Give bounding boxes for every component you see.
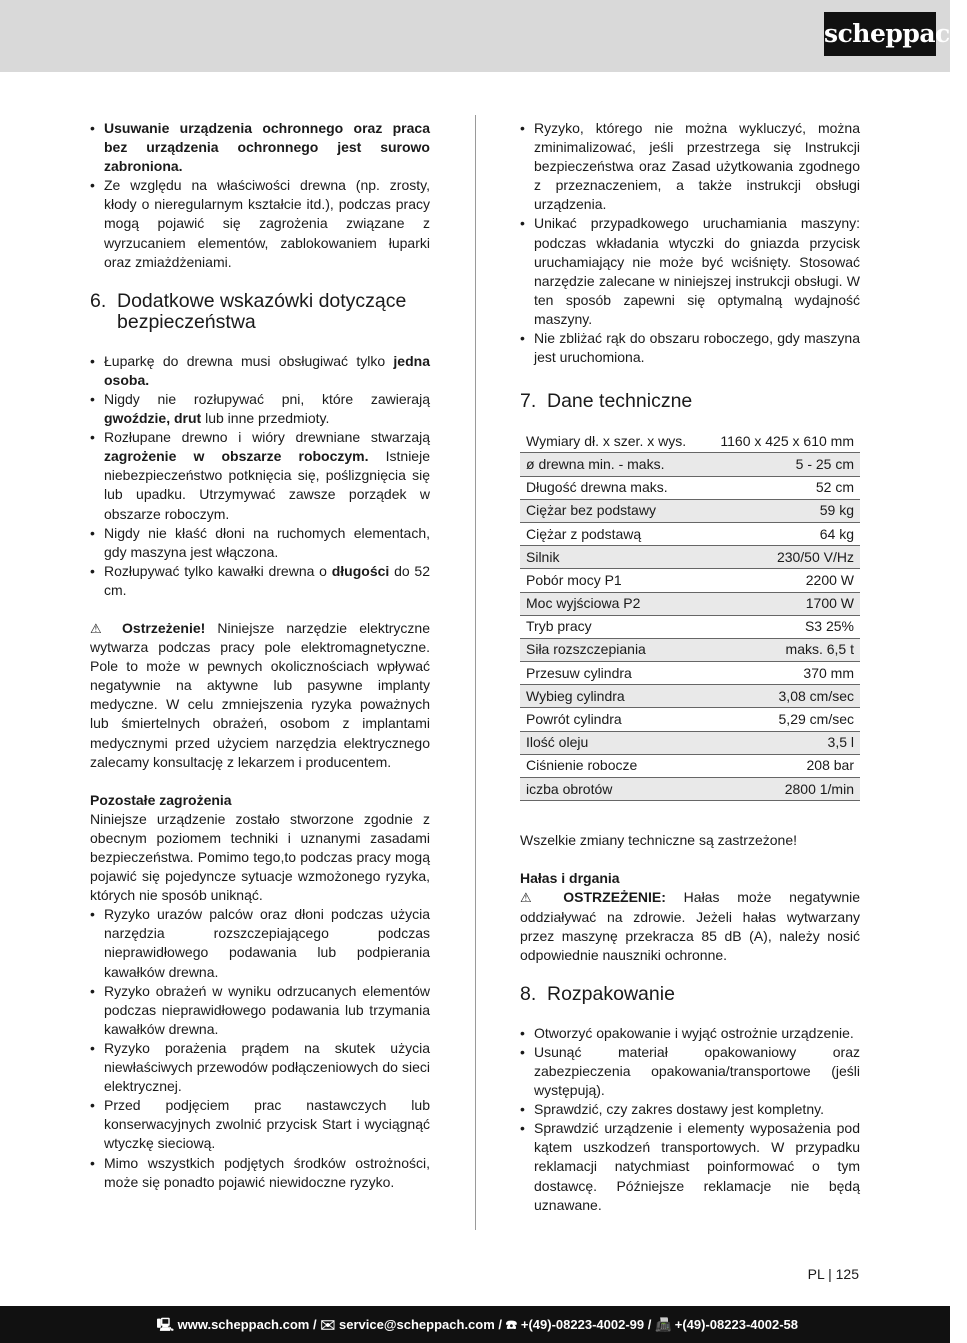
- table-row: [520, 499, 860, 522]
- spec-label: Ciężar bez podstawy: [520, 499, 704, 522]
- list-item: [90, 428, 430, 523]
- computer-icon: 🖳: [156, 1317, 174, 1332]
- list-text: do 52 cm.: [104, 562, 430, 598]
- table-row: [520, 615, 860, 638]
- list-item: [90, 562, 430, 600]
- spec-label: Powrót cylindra: [520, 708, 704, 731]
- list-item: • Ryzyko porażenia prądem na skutek użycia niewłaściwych przewodów podłączeniowych do sieci elektrycznej.: [90, 1039, 430, 1096]
- list-item: • Ryzyko urazów palców oraz dłoni podczas użycia narzędzia rozszczepiającego podczas nieprawidłowego podawania lub podpierania kawałków drewna.: [90, 905, 430, 981]
- spec-label: Pobór mocy P1: [520, 569, 704, 592]
- spec-value: 208 bar: [704, 754, 860, 777]
- list-item: • Mimo wszystkich podjętych środków ostrożności, może się ponadto pojawić niewidoczne ryzyko.: [90, 1154, 430, 1192]
- list-item: • Sprawdzić urządzenie i elementy wyposażenia pod kątem uszkodzeń transportowych. W przypadku reklamacji natychmiast poinformować o tym dostawcę. Późniejsze reklamacje nie będą uznawane.: [520, 1119, 860, 1214]
- spec-label: Moc wyjściowa P2: [520, 592, 704, 615]
- section-number: 8.: [520, 982, 537, 1005]
- list-item: [90, 176, 430, 271]
- table-row: [520, 546, 860, 569]
- list-text: Nigdy nie kłaść dłoni na ruchomych elementach, gdy maszyna jest włączona.: [104, 524, 430, 560]
- email-icon: ✉: [320, 1317, 336, 1332]
- technical-data-table: [520, 430, 860, 801]
- page-number-value: 125: [835, 1266, 859, 1282]
- list-item: • Ryzyko obrażeń w wyniku odrzucanych elementów podczas nieprawidłowego podawania lub trzymania kawałków drewna.: [90, 982, 430, 1039]
- unpacking-list: [520, 1024, 860, 1215]
- list-item: • Nie zbliżać rąk do obszaru roboczego, gdy maszyna jest uruchomiona.: [520, 329, 860, 367]
- list-text: Łuparkę do drewna musi obsługiwać tylko: [104, 352, 394, 369]
- bullet-list-safety: [90, 352, 430, 600]
- spec-label: Ciężar z podstawą: [520, 522, 704, 545]
- spec-value: 2200 W: [704, 569, 860, 592]
- footer-website[interactable]: www.scheppach.com: [177, 1317, 310, 1332]
- list-text: Rozłupywać tylko kawałki drewna o: [104, 562, 332, 579]
- residual-risks-intro: Niniejsze urządzenie zostało stworzone zgodnie z obecnym poziomem techniki i uznanymi zasadami bezpieczeństwa. Pomimo tego,to podczas pracy mogą pojawić się pojedyncze sytuacje wzmożonego ryzyka, których nie sposób uniknąć.: [90, 810, 430, 904]
- warning-triangle-icon: ⚠: [90, 620, 110, 636]
- bold-text: gwoździe, drut: [104, 410, 202, 427]
- list-item: [90, 524, 430, 562]
- list-text: Ze względu na właściwości drewna (np. zrosty, kłody o nieregularnym kształcie itd.), podczas pracy mogą pojawić się zagrożenia związane z wyrzucaniem elementów, zablokowaniem łuparki oraz zmiażdżeniami.: [104, 177, 430, 270]
- section-8-heading: [520, 984, 860, 1005]
- spec-value: 1160 x 425 x 610 mm: [704, 430, 860, 453]
- noise-heading: Hałas i drgania: [520, 870, 620, 887]
- footer-separator: /: [644, 1317, 655, 1332]
- bold-text: jedna osoba.: [104, 352, 430, 388]
- spec-value: S3 25%: [704, 615, 860, 638]
- page-header: [0, 0, 967, 72]
- residual-risks-heading: Pozostałe zagrożenia: [90, 791, 232, 808]
- footer-email[interactable]: service@scheppach.com: [339, 1317, 495, 1332]
- table-row: [520, 778, 860, 801]
- footer-separator: /: [309, 1317, 321, 1332]
- table-row: [520, 662, 860, 685]
- residual-risks-list: [90, 905, 430, 1191]
- section-number: 6.: [90, 289, 107, 312]
- table-row: [520, 592, 860, 615]
- spec-label: Długość drewna maks.: [520, 476, 704, 499]
- spec-label: Wymiary dł. x szer. x wys.: [520, 430, 704, 453]
- spec-value: 1700 W: [704, 592, 860, 615]
- table-row: [520, 453, 860, 476]
- list-item: • Otworzyć opakowanie i wyjąć ostrożnie urządzenie.: [520, 1024, 860, 1043]
- section-title: Rozpakowanie: [547, 982, 675, 1005]
- list-text: Nigdy nie rozłupywać pni, które zawierają: [104, 390, 430, 407]
- list-item: • Usunąć materiał opakowaniowy oraz zabezpieczenia opakowania/transportowe (jeśli występują).: [520, 1043, 860, 1100]
- list-item: • Sprawdzić, czy zakres dostawy jest kompletny.: [520, 1100, 860, 1119]
- list-item: [90, 119, 430, 176]
- spec-value: 370 mm: [704, 662, 860, 685]
- spec-label: Tryb pracy: [520, 615, 704, 638]
- spec-value: 230/50 V/Hz: [704, 546, 860, 569]
- list-text: Rozłupane drewno i wióry drewniane stwarzają: [104, 429, 430, 446]
- section-6-heading: [90, 291, 430, 333]
- spec-label: Ilość oleju: [520, 731, 704, 754]
- table-row: [520, 569, 860, 592]
- spec-value: 59 kg: [704, 499, 860, 522]
- spec-value: 2800 1/min: [704, 778, 860, 801]
- warning-label: Ostrzeżenie!: [122, 619, 206, 636]
- list-item: • Unikać przypadkowego uruchamiania maszyny: podczas wkładania wtyczki do gniazda przycisk uruchamiający nie może być wciśnięty. Stosować narzędzie zalecane w niniejszej instrukcji obsługi. W ten sposób zapewni się optymalną wydajność maszyny.: [520, 214, 860, 329]
- technical-changes-note: Wszelkie zmiany techniczne są zastrzeżone!: [520, 832, 797, 849]
- right-column: [520, 119, 860, 1215]
- language-code: PL: [807, 1266, 825, 1282]
- page-number: [808, 1266, 859, 1282]
- footer-separator: /: [494, 1317, 506, 1332]
- warning-triangle-icon: ⚠: [520, 890, 546, 906]
- section-number: 7.: [520, 390, 537, 413]
- spec-label: ø drewna min. - maks.: [520, 453, 704, 476]
- spec-value: 64 kg: [704, 522, 860, 545]
- list-text: Istnieje niebezpieczeństwo potknięcia się, poślizgnięcia się lub upadku. Utrzymywać zawsze porządek w obszarze roboczym.: [104, 448, 430, 522]
- spec-label: Silnik: [520, 546, 704, 569]
- spec-label: Przesuw cylindra: [520, 662, 704, 685]
- emf-warning-paragraph: [90, 619, 430, 772]
- spec-value: 3,5 l: [704, 731, 860, 754]
- spec-label: Ciśnienie robocze: [520, 754, 704, 777]
- list-text: lub inne przedmioty.: [201, 410, 330, 427]
- spec-value: 52 cm: [704, 476, 860, 499]
- scheppach-logo: scheppach: [824, 12, 936, 56]
- spec-value: 3,08 cm/sec: [704, 685, 860, 708]
- spec-value: 5,29 cm/sec: [704, 708, 860, 731]
- page-footer: [0, 1306, 950, 1343]
- section-title: Dodatkowe wskazówki dotyczące bezpieczeństwa: [117, 289, 407, 333]
- noise-warning-paragraph: [520, 888, 860, 964]
- section-7-heading: [520, 391, 860, 412]
- page-separator: |: [828, 1266, 832, 1282]
- table-row: [520, 685, 860, 708]
- warning-text: Niniejsze narzędzie elektryczne wytwarza podczas pracy pole elektromagnetyczne. Pole to może w pewnych okolicznościach wpływać negatywnie na aktywne lub pasywne implanty medyczne. W celu zmniejszenia ryzyka poważnych lub śmiertelnych obrażeń, osobom z implantami medycznymi przed użyciem narzędzia elektrycznego zalecamy konsultację z lekarzem i producentem.: [90, 619, 431, 770]
- spec-value: maks. 6,5 t: [704, 638, 860, 661]
- table-row: [520, 476, 860, 499]
- fax-icon: 📠: [654, 1317, 672, 1332]
- footer-fax: +(49)-08223-4002-58: [674, 1317, 798, 1332]
- spec-label: Siła rozszczepiania: [520, 638, 704, 661]
- list-item: • Ryzyko, którego nie można wykluczyć, można zminimalizować, jeśli przestrzega się Instrukcji bezpieczeństwa oraz Zasad użytkowania zgodnego z przeznaczeniem, a także instrukcji obsługi urządzenia.: [520, 119, 860, 214]
- footer-phone: +(49)-08223-4002-99: [520, 1317, 645, 1332]
- table-row: [520, 708, 860, 731]
- bullet-list-intro: [90, 119, 430, 272]
- phone-icon: ☎: [505, 1317, 518, 1332]
- table-row: [520, 754, 860, 777]
- bold-text: długości: [331, 562, 390, 579]
- bold-text: zagrożenie w obszarze roboczym.: [104, 448, 369, 465]
- spec-label: iczba obrotów: [520, 778, 704, 801]
- spec-value: 5 - 25 cm: [704, 453, 860, 476]
- section-title: Dane techniczne: [547, 390, 693, 413]
- table-row: [520, 430, 860, 453]
- table-row: [520, 731, 860, 754]
- warning-text: Hałas może negatywnie oddziaływać na zdrowie. Jeżeli hałas wytwarzany przez maszynę przekracza 85 dB (A), należy nosić odpowiednie nauszniki ochronne.: [520, 889, 861, 963]
- bullet-list-risks-continued: [520, 119, 860, 367]
- list-item: [90, 390, 430, 428]
- table-row: [520, 638, 860, 661]
- left-column: [90, 119, 430, 1192]
- list-item: [90, 352, 430, 390]
- bold-text: Usuwanie urządzenia ochronnego oraz praca bez urządzenia ochronnego jest surowo zabroniona.: [104, 120, 430, 175]
- warning-label: OSTRZEŻENIE:: [563, 889, 666, 906]
- column-divider: [475, 115, 476, 1230]
- spec-label: Wybieg cylindra: [520, 685, 704, 708]
- table-row: [520, 522, 860, 545]
- list-item: • Przed podjęciem prac nastawczych lub konserwacyjnych zwolnić przycisk Start i wyciągnąć wtyczkę sieciową.: [90, 1096, 430, 1153]
